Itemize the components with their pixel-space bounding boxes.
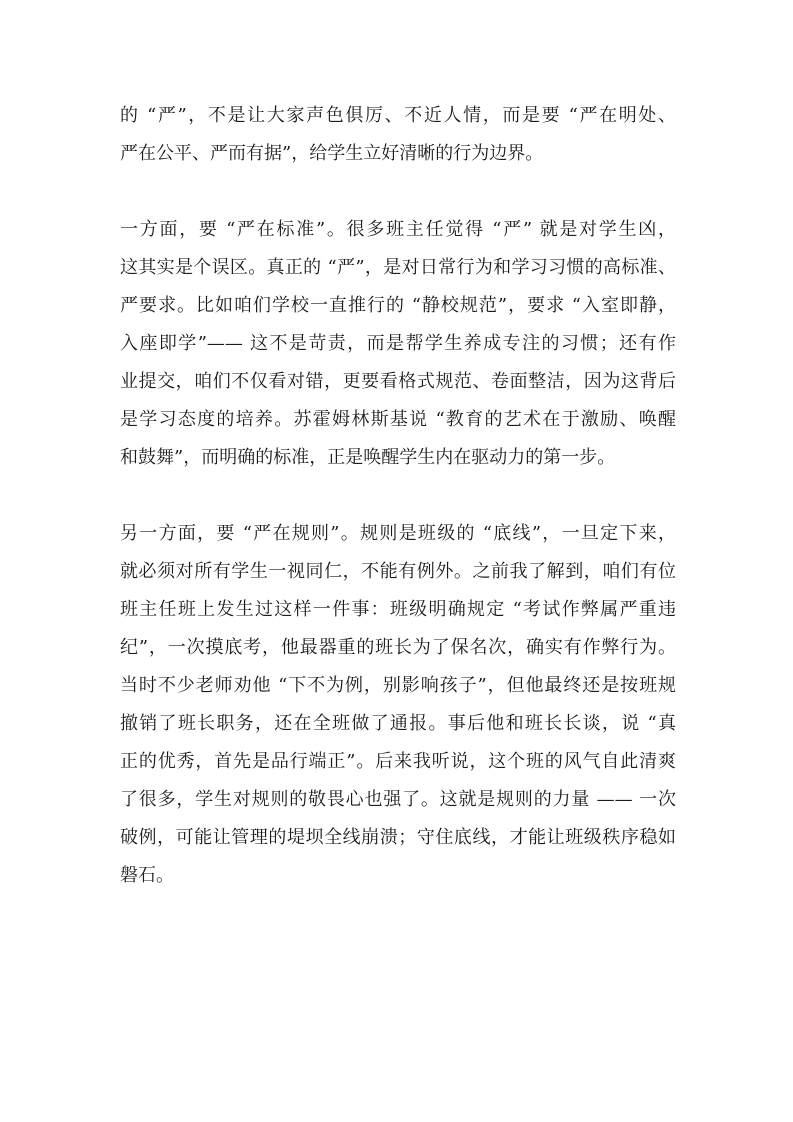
text-line: 这其实是个误区。真正的 “严”，是对日常行为和学习习惯的高标准、 [120,257,676,278]
text-line: 业提交，咱们不仅看对错，更要看格式规范、卷面整洁，因为这背后 [120,371,676,392]
text-line: 班主任班上发生过这样一件事：班级明确规定 “考试作弊属严重违 [120,599,676,620]
document-body [120,97,676,895]
text-line: 了很多，学生对规则的敬畏心也强了。这就是规则的力量 —— 一次 [120,789,676,810]
text-line: 是学习态度的培养。苏霍姆林斯基说 “教育的艺术在于激励、唤醒 [120,409,676,430]
text-line: 撤销了班长职务，还在全班做了通报。事后他和班长长谈，说 “真 [120,713,676,734]
text-line: 纪”，一次摸底考，他最器重的班长为了保名次，确实有作弊行为。 [120,637,676,658]
text-line: 就必须对所有学生一视同仁，不能有例外。之前我了解到，咱们有位 [120,561,676,582]
text-line: 另一方面，要 “严在规则”。规则是班级的 “底线”，一旦定下来， [120,523,676,544]
text-line: 磐石。 [120,865,174,886]
text-line: 当时不少老师劝他 “下不为例，别影响孩子”，但他最终还是按班规 [120,675,676,696]
text-line: 入座即学”—— 这不是苛责，而是帮学生养成专注的习惯；还有作 [120,333,676,354]
text-line: 一方面，要 “严在标准”。很多班主任觉得 “严” 就是对学生凶， [120,219,676,240]
paragraph-1 [120,97,676,173]
text-line: 正的优秀，首先是品行端正”。后来我听说，这个班的风气自此清爽 [120,751,676,772]
text-line: 破例，可能让管理的堤坝全线崩溃；守住底线，才能让班级秩序稳如 [120,827,676,848]
text-line: 和鼓舞”，而明确的标准，正是唤醒学生内在驱动力的第一步。 [120,447,616,468]
paragraph-2 [120,211,676,477]
paragraph-3 [120,515,676,895]
text-line: 严要求。比如咱们学校一直推行的 “静校规范”，要求 “入室即静， [120,295,676,316]
text-line: 的 “严”，不是让大家声色俱厉、不近人情，而是要 “严在明处、 [120,105,676,126]
text-line: 严在公平、严而有据”，给学生立好清晰的行为边界。 [120,143,544,164]
